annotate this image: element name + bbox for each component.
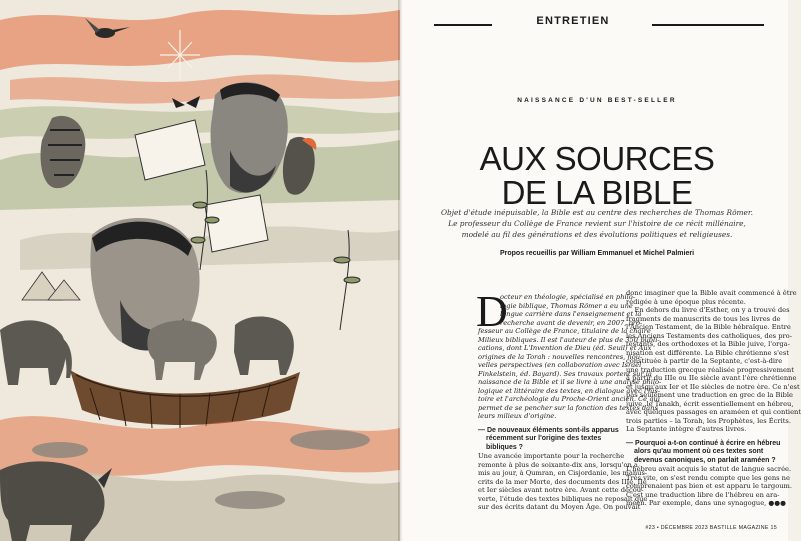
intro-line: velles perspectives (en collaboration avec Israël [478,361,642,369]
answer-line: C'est une traduction libre de l'hébreu en ara- [626,490,780,499]
body-line: l'Ancien Testament, de la Bible hébraïque. Entre [626,323,791,331]
answer-line: L'hébreu avait acquis le statut de langue sacrée. [626,465,792,474]
kicker: NAISSANCE D'UN BEST-SELLER [517,97,677,104]
question-line: alors qu'au moment où ces textes sont [634,448,764,456]
drop-cap: D [476,287,508,336]
article-title [422,142,772,210]
byline: Propos recueillis par William Emmanuel et Michel Palmieri [499,250,695,257]
question-line: récemment sur l'origine des textes [486,435,602,443]
intro-paragraph [476,287,662,421]
column-1 [476,287,662,512]
body-line: fragments de manuscrits de tous les livres de [626,314,781,323]
answer-line: sur des écrits datant du Moyen Âge. On pouvait [478,503,641,512]
answer-line: remonte à plus de soixante-dix ans, lorsqu'on a [478,460,638,469]
question-1 [478,426,619,453]
intro-line: Finkelstein, éd. Bayard). Ses travaux portent sur la [478,369,652,378]
intro-line: Milieux bibliques. Il est l'auteur de plus de 350 publi- [478,335,660,344]
question-line: bibliques ? [486,443,523,451]
answer-2 [626,465,793,508]
question-line: devenus canoniques, on parlait araméen ? [634,456,776,464]
intro-line: logique et littéraire des textes, en dialogue avec l'his- [478,386,661,395]
answer-line: Une avancée importante pour la recherche [478,452,625,461]
title-line: AUX SOURCES [479,140,715,178]
body-line: En dehors du livre d'Esther, on y a trouvé des [626,306,790,314]
answer-line: crits de la mer Morte, des documents des IIIe, IIe [478,477,647,486]
intro-line: origines de la Torah : nouvelles rencontres, nou- [478,352,643,361]
body-line: à partir du IIIe ou IIe siècle avant l'ère chrétienne [626,374,797,382]
question-line: — Pourquoi a-t-on continué à écrire en hébreu [626,439,781,447]
bible-illustration [0,0,400,541]
body-line: juive, le Tanakh, écrit essentiellement en hébreu, [626,399,794,408]
section-rule-left [434,24,492,26]
question-line: — De nouveaux éléments sont-ils apparus [478,426,619,434]
answer-line: verte, l'étude des textes bibliques ne reposait que [478,494,648,503]
body-line: pas seulement une traduction en grec de la Bible [626,391,793,399]
intro-line: permet de se pencher sur la fonction des textes dans [478,403,658,412]
standfirst-line: Objet d'étude inépuisable, la Bible est au centre des recherches de Thomas Römer. [440,208,754,217]
body-line: donc imaginer que la Bible avait commencé à être [626,289,797,297]
standfirst-line: Le professeur du Collège de France revient sur l'histoire de ce récit millénaire, [448,219,746,228]
standfirst [426,207,768,240]
answer-line: Très vite, on s'est rendu compte que les gens ne [626,473,790,482]
body-line: La Septante intègre d'autres livres. [626,425,747,433]
intro-line: cations, dont L'Invention de Dieu (éd. Seuil) et Aux [478,344,652,352]
intro-line: logie biblique, Thomas Römer a eu une [500,301,633,310]
body-line: avec quelques passages en araméen et qui contient [626,408,801,416]
title-line: DE LA BIBLE [501,174,693,212]
body-line: et jusqu'aux Ier et IIe siècles de notre ère. Ce n'est [626,382,800,391]
body-line: constituée à partir de la Septante, c'est-à-dire [626,357,783,365]
section-tag: ENTRETIEN [536,15,610,27]
intro-line: fesseur au Collège de France, titulaire de la chaire [478,327,651,335]
standfirst-line: modelé au fil des générations et des évolutions politiques et religieuses. [461,230,733,239]
section-rule-right [652,24,764,26]
illustration-page [0,0,400,541]
body-line: une traduction grecque réalisée progressivement [626,365,794,374]
body-paragraph [626,289,801,434]
intro-line: octeur en théologie, spécialisé en philo- [500,293,636,301]
answer-line: comprenaient pas bien et est apparu le targoum. [626,482,793,491]
body-line: les Anciens Testaments des catholiques, des pro- [626,331,792,340]
intro-line: longue carrière dans l'enseignement et la [500,310,642,318]
body-line: trois parties – la Torah, les Prophètes, les Écrits. [626,416,791,425]
answer-1 [478,452,648,512]
intro-line: naissance de la Bible et il se livre à une analyse philo- [478,378,662,386]
article-page [402,0,801,541]
body-line: testants, des orthodoxes et la Bible juive, l'orga- [626,340,790,348]
answer-line: et Ier siècles avant notre ère. Avant cette décou- [478,486,644,495]
body-line: nisation est différente. La Bible chrétienne s'est [626,348,789,357]
illustration-credit: © RALPH SUEL [4,475,9,512]
body-line: rédigée à une époque plus récente. [626,297,746,306]
page-folio: #23 • DÉCEMBRE 2023 BASTILLE MAGAZINE 15 [645,525,777,531]
intro-line: recherche avant de devenir, en 2007, pro- [500,318,643,327]
answer-line: méen. Par exemple, dans une synagogue, ●●● [626,499,786,508]
column-2 [626,289,801,508]
intro-line: toire et l'archéologie du Proche-Orient ancien. Ce qui [478,395,660,403]
intro-line: leurs milieux d'origine. [478,412,557,420]
answer-line: mis au jour, à Qumran, en Cisjordanie, les manus- [478,469,648,478]
question-2 [626,439,781,466]
